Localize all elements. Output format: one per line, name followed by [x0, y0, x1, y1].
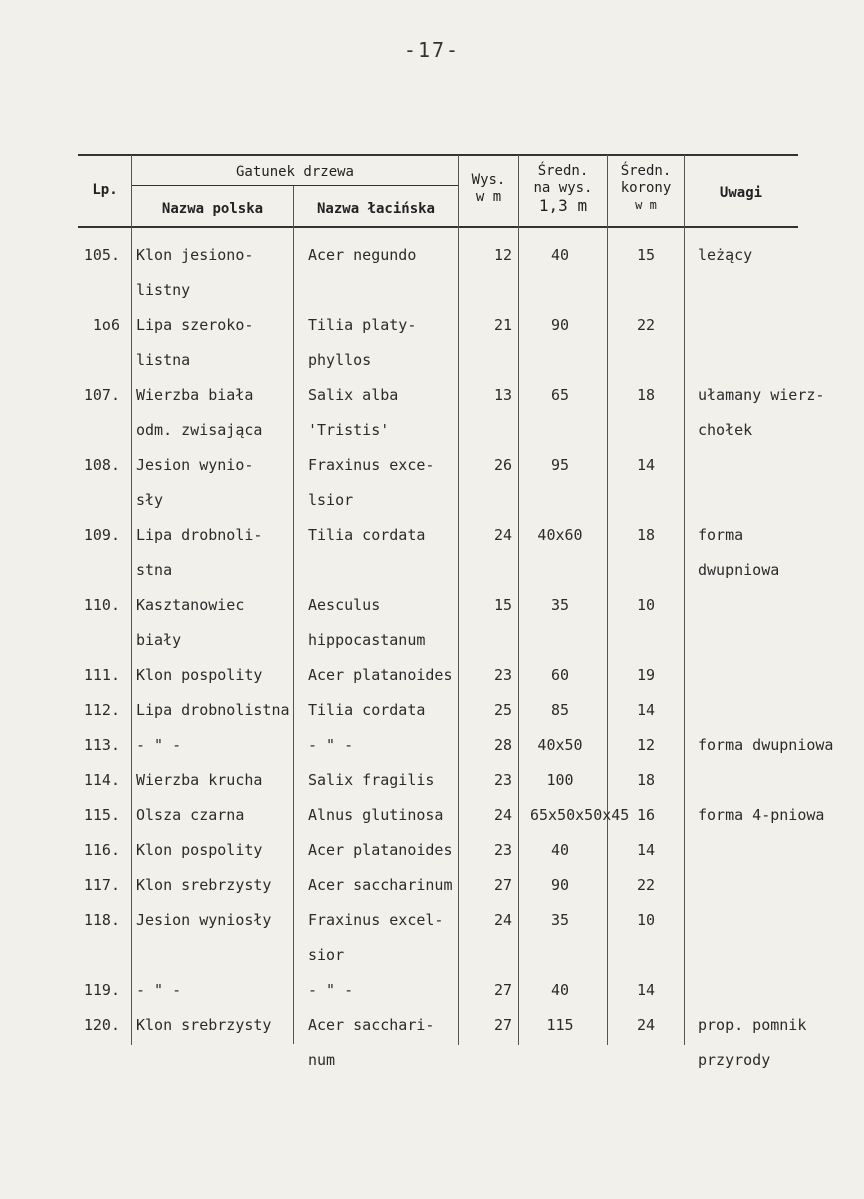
- diameter-value-cell: 95: [550, 456, 570, 474]
- table-row: [0, 763, 864, 798]
- height-value-cell: 13: [493, 386, 512, 404]
- row-number-cell: 119.: [83, 981, 120, 999]
- polish-name-cell: Lipa drobnolistna: [136, 701, 290, 719]
- table-row: [0, 658, 864, 693]
- polish-name-cell: - " -: [136, 981, 182, 999]
- latin-name-cell: Tilia cordata: [308, 701, 426, 719]
- crown-value-cell: 14: [636, 981, 656, 999]
- header-crown-line: korony: [620, 180, 672, 196]
- polish-name-cell: Wierzba krucha: [136, 771, 263, 789]
- table-row: [0, 308, 864, 378]
- polish-name-cell: Klon pospolity: [136, 841, 263, 859]
- header-diameter-line: 1,3 m: [538, 196, 588, 215]
- table-row: [0, 833, 864, 868]
- crown-value-cell: 14: [636, 841, 656, 859]
- latin-name-cell: Fraxinus excel-: [308, 911, 444, 929]
- polish-name-cell: stna: [136, 561, 173, 579]
- table-row: [0, 588, 864, 658]
- crown-value-cell: 12: [636, 736, 656, 754]
- height-value-cell: 27: [493, 876, 512, 894]
- table-row: [0, 693, 864, 728]
- height-value-cell: 21: [493, 316, 512, 334]
- crown-value-cell: 14: [636, 456, 656, 474]
- diameter-value-cell: 65: [550, 386, 570, 404]
- polish-name-cell: Jesion wyniosły: [136, 911, 272, 929]
- diameter-value-cell: 40x60: [537, 526, 583, 544]
- latin-name-cell: Tilia platy-: [308, 316, 417, 334]
- polish-name-cell: Olsza czarna: [136, 806, 245, 824]
- notes-cell: chołek: [698, 421, 753, 439]
- polish-name-cell: Wierzba biała: [136, 386, 254, 404]
- height-value-cell: 12: [493, 246, 512, 264]
- header-crown-line: Średn.: [620, 163, 672, 179]
- polish-name-cell: sły: [136, 491, 164, 509]
- notes-cell: forma: [698, 526, 744, 544]
- subheader-rule: [132, 185, 458, 186]
- row-number-cell: 109.: [83, 526, 120, 544]
- diameter-value-cell: 40: [550, 246, 570, 264]
- header-diameter-line: na wys.: [533, 180, 593, 196]
- polish-name-cell: biały: [136, 631, 182, 649]
- polish-name-cell: Lipa drobnoli-: [136, 526, 263, 544]
- table-row: [0, 378, 864, 448]
- polish-name-cell: Kasztanowiec: [136, 596, 245, 614]
- row-number-cell: 118.: [83, 911, 120, 929]
- height-value-cell: 27: [493, 1016, 512, 1034]
- polish-name-cell: Klon srebrzysty: [136, 876, 272, 894]
- header-diameter: [519, 163, 607, 214]
- notes-cell: forma dwupniowa: [698, 736, 834, 754]
- notes-cell: prop. pomnik: [698, 1016, 807, 1034]
- latin-name-cell: Acer platanoides: [308, 841, 453, 859]
- latin-name-cell: Acer saccharinum: [308, 876, 453, 894]
- latin-name-cell: num: [308, 1051, 336, 1069]
- diameter-value-cell: 40x50: [537, 736, 583, 754]
- header-diameter-line: Średn.: [537, 163, 589, 179]
- header-crown-line: w m: [635, 198, 657, 212]
- latin-name-cell: lsior: [308, 491, 354, 509]
- row-number-cell: 120.: [83, 1016, 120, 1034]
- row-number-cell: 110.: [83, 596, 120, 614]
- table-row: [0, 448, 864, 518]
- crown-value-cell: 18: [636, 771, 656, 789]
- latin-name-cell: Aesculus: [308, 596, 381, 614]
- row-number-cell: 115.: [83, 806, 120, 824]
- row-number-cell: 113.: [83, 736, 120, 754]
- latin-name-cell: hippocastanum: [308, 631, 426, 649]
- diameter-value-cell: 40: [550, 841, 570, 859]
- crown-value-cell: 18: [636, 526, 656, 544]
- latin-name-cell: Acer platanoides: [308, 666, 453, 684]
- table-row: [0, 798, 864, 833]
- notes-cell: dwupniowa: [698, 561, 780, 579]
- height-value-cell: 26: [493, 456, 512, 474]
- row-number-cell: 105.: [83, 246, 120, 264]
- polish-name-cell: Klon srebrzysty: [136, 1016, 272, 1034]
- header-height-line: w m: [475, 189, 502, 205]
- row-number-cell: 1o6: [92, 316, 120, 334]
- latin-name-cell: Acer negundo: [308, 246, 417, 264]
- height-value-cell: 27: [493, 981, 512, 999]
- diameter-value-cell: 65x50x50x45: [530, 806, 630, 824]
- latin-name-cell: Salix alba: [308, 386, 399, 404]
- latin-name-cell: Salix fragilis: [308, 771, 435, 789]
- header-bottom-rule: [78, 226, 798, 228]
- table-row: [0, 868, 864, 903]
- latin-name-cell: sior: [308, 946, 345, 964]
- diameter-value-cell: 90: [550, 876, 570, 894]
- latin-name-cell: Alnus glutinosa: [308, 806, 444, 824]
- height-value-cell: 23: [493, 771, 512, 789]
- header-notes: Uwagi: [719, 185, 763, 201]
- crown-value-cell: 22: [636, 316, 656, 334]
- polish-name-cell: - " -: [136, 736, 182, 754]
- height-value-cell: 24: [493, 526, 512, 544]
- header-crown: [608, 163, 684, 214]
- header-latin-name: Nazwa łacińska: [316, 201, 435, 217]
- crown-value-cell: 14: [636, 701, 656, 719]
- diameter-value-cell: 35: [550, 911, 570, 929]
- height-value-cell: 23: [493, 841, 512, 859]
- notes-cell: forma 4-pniowa: [698, 806, 825, 824]
- table-row: [0, 238, 864, 308]
- crown-value-cell: 15: [636, 246, 656, 264]
- table-row: [0, 518, 864, 588]
- polish-name-cell: Klon pospolity: [136, 666, 263, 684]
- row-number-cell: 107.: [83, 386, 120, 404]
- page-number: -17-: [403, 38, 461, 62]
- latin-name-cell: 'Tristis': [308, 421, 390, 439]
- diameter-value-cell: 60: [550, 666, 570, 684]
- diameter-value-cell: 100: [546, 771, 574, 789]
- height-value-cell: 23: [493, 666, 512, 684]
- height-value-cell: 24: [493, 806, 512, 824]
- table-row: [0, 1008, 864, 1078]
- diameter-value-cell: 85: [550, 701, 570, 719]
- polish-name-cell: Jesion wynio-: [136, 456, 254, 474]
- height-value-cell: 28: [493, 736, 512, 754]
- crown-value-cell: 19: [636, 666, 656, 684]
- table-top-rule: [78, 154, 798, 156]
- height-value-cell: 25: [493, 701, 512, 719]
- row-number-cell: 116.: [83, 841, 120, 859]
- latin-name-cell: - " -: [308, 981, 354, 999]
- latin-name-cell: - " -: [308, 736, 354, 754]
- row-number-cell: 108.: [83, 456, 120, 474]
- latin-name-cell: Fraxinus exce-: [308, 456, 435, 474]
- crown-value-cell: 24: [636, 1016, 656, 1034]
- header-lp: Lp.: [92, 182, 118, 198]
- height-value-cell: 15: [493, 596, 512, 614]
- crown-value-cell: 10: [636, 911, 656, 929]
- latin-name-cell: Acer sacchari-: [308, 1016, 435, 1034]
- polish-name-cell: listny: [136, 281, 191, 299]
- crown-value-cell: 22: [636, 876, 656, 894]
- row-number-cell: 117.: [83, 876, 120, 894]
- table-row: [0, 903, 864, 973]
- notes-cell: ułamany wierz-: [698, 386, 825, 404]
- header-height-line: Wys.: [471, 172, 506, 188]
- diameter-value-cell: 40: [550, 981, 570, 999]
- row-number-cell: 114.: [83, 771, 120, 789]
- polish-name-cell: listna: [136, 351, 191, 369]
- notes-cell: leżący: [698, 246, 753, 264]
- crown-value-cell: 16: [636, 806, 656, 824]
- row-number-cell: 112.: [83, 701, 120, 719]
- diameter-value-cell: 115: [546, 1016, 574, 1034]
- polish-name-cell: odm. zwisająca: [136, 421, 263, 439]
- row-number-cell: 111.: [83, 666, 120, 684]
- latin-name-cell: phyllos: [308, 351, 372, 369]
- latin-name-cell: Tilia cordata: [308, 526, 426, 544]
- polish-name-cell: Lipa szeroko-: [136, 316, 254, 334]
- table-row: [0, 973, 864, 1008]
- crown-value-cell: 10: [636, 596, 656, 614]
- diameter-value-cell: 90: [550, 316, 570, 334]
- crown-value-cell: 18: [636, 386, 656, 404]
- diameter-value-cell: 35: [550, 596, 570, 614]
- table-row: [0, 728, 864, 763]
- header-species-group: Gatunek drzewa: [235, 164, 354, 180]
- polish-name-cell: Klon jesiono-: [136, 246, 254, 264]
- height-value-cell: 24: [493, 911, 512, 929]
- header-height: [459, 172, 518, 206]
- notes-cell: przyrody: [698, 1051, 771, 1069]
- header-polish-name: Nazwa polska: [161, 201, 264, 217]
